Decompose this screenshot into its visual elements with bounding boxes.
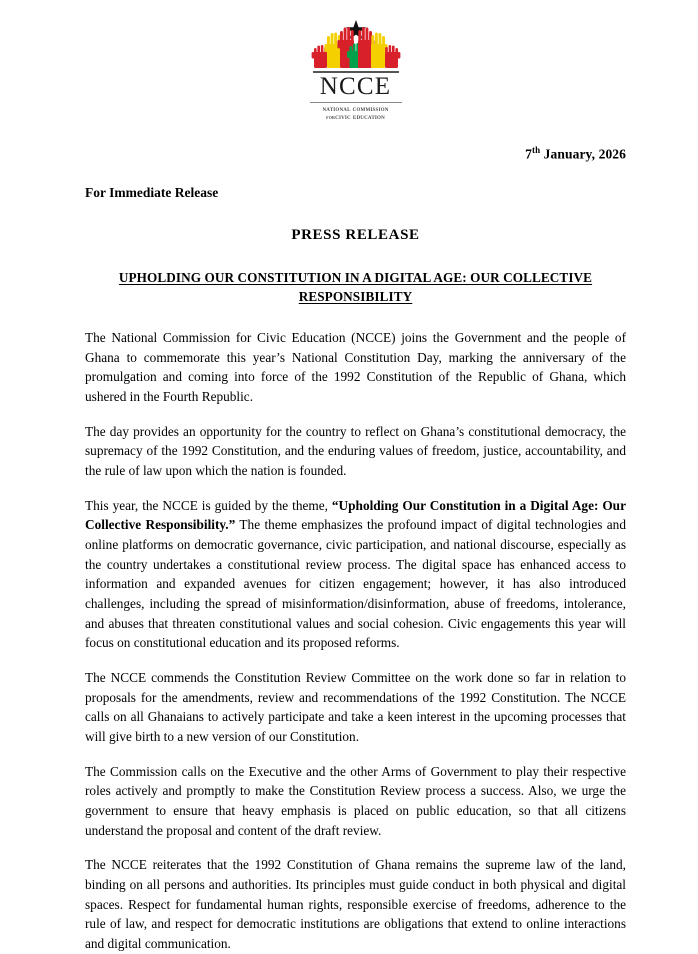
paragraph-4: The NCCE commends the Constitution Review Committee on the work done so far in relation to proposals for the amendments, review and recommendations of the 1992 Constitution. The NCCE calls on all Ghanaians to actively participate and take a keen interest in the upcoming processes that will give birth to a new version of our Constitution. — [85, 669, 626, 744]
page-title: UPHOLDING OUR CONSTITUTION IN A DIGITAL AGE: OUR COLLECTIVE RESPONSIBILITY — [118, 269, 593, 304]
body-content — [85, 328, 626, 954]
paragraph-6: The NCCE reiterates that the 1992 Constitution of Ghana remains the supreme law of the land, binding on all persons and authorities. Its principles must guide conduct in both physical and digital spaces. Respect for fundamental human rights, responsible exercise of freedoms, adherence to the rule of law, and respect for democratic institutions are obligations that extend to online interactions and digital communication. — [85, 857, 626, 951]
date-ordinal: th — [532, 145, 541, 156]
paragraph-3-lead: This year, the NCCE is guided by the theme, — [85, 497, 332, 513]
date-rest: January, 2026 — [540, 146, 626, 162]
release-date — [85, 145, 626, 163]
logo-subtitle-line2 — [322, 113, 388, 121]
paragraph-5: The Commission calls on the Executive and the other Arms of Government to play their respective roles actively and promptly to make the Constitution Review process a success. Also, we urge the government to ensure that heavy emphasis is placed on public education, so that all citizens understand the proposal and content of the draft review. — [85, 763, 626, 838]
theme-quote: “Upholding Our Constitution in a Digital Age: Our Collective Responsibility.” — [85, 497, 626, 533]
paragraph-3-rest: The theme emphasizes the profound impact of digital technologies and online platforms on democratic governance, civic participation, and national discourse, especially as the country undertakes a constitutional review process. The digital space has enhanced access to information and expanded avenues for citizen engagement; however, it has also introduced challenges, including the spread of misinformation/disinformation, abuse of freedoms, intolerance, and abuses that threaten constitutional values and social cohesion. Civic engagements this year will focus on constitutional education and its proposed reforms. — [85, 517, 626, 651]
logo-block — [85, 0, 626, 121]
logo-subtitle-prefix: for — [326, 114, 336, 121]
logo-wordmark: NCCE — [319, 72, 392, 100]
logo-subtitle-line2-text: civic education — [335, 111, 385, 121]
for-immediate-release-label: For Immediate Release — [85, 184, 219, 200]
press-release-heading: PRESS RELEASE — [291, 226, 420, 243]
logo-divider-bottom — [310, 102, 402, 103]
raised-hands-icon — [306, 18, 406, 70]
logo-subtitle-line1: national commission — [322, 103, 389, 113]
date-day: 7 — [525, 146, 532, 162]
ncce-logo — [302, 18, 410, 121]
paragraph-1: The National Commission for Civic Education (NCCE) joins the Government and the people of Ghana to commemorate this year’s National Constitution Day, marking the anniversary of the promulgation and coming into force of the 1992 Constitution of the Republic of Ghana, which ushered in the Fourth Republic. — [85, 329, 626, 404]
paragraph-3 — [85, 496, 626, 653]
logo-subtitle — [322, 105, 388, 122]
paragraph-2: The day provides an opportunity for the country to reflect on Ghana’s constitutional democracy, the supremacy of the 1992 Constitution, and the enduring values of freedom, justice, accountability, and the rule of law upon which the nation is founded. — [85, 423, 626, 478]
